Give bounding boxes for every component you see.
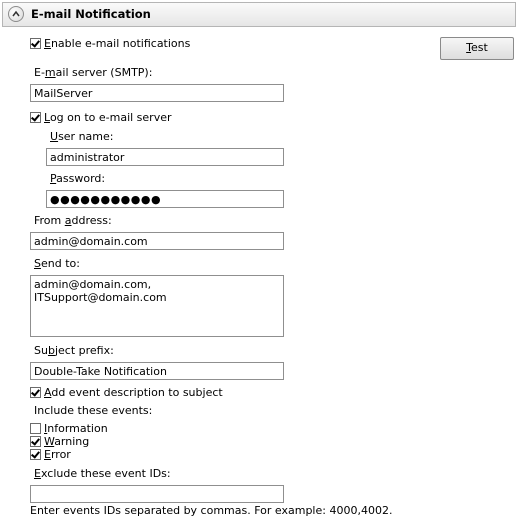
subject-prefix-label: Subject prefix: bbox=[34, 344, 114, 357]
include-events-label: Include these events: bbox=[34, 404, 153, 417]
error-label[interactable]: Error bbox=[44, 448, 71, 461]
add-event-description-label[interactable]: Add event description to subject bbox=[44, 386, 223, 399]
exclude-event-ids-field[interactable] bbox=[30, 485, 284, 503]
from-address-label: From address: bbox=[34, 214, 112, 227]
logon-label[interactable]: Log on to e-mail server bbox=[44, 111, 172, 124]
warning-checkbox[interactable] bbox=[30, 436, 41, 447]
smtp-server-label: E-mail server (SMTP): bbox=[34, 66, 153, 79]
collapse-button[interactable] bbox=[8, 6, 24, 22]
error-checkbox[interactable] bbox=[30, 449, 41, 460]
exclude-event-ids-label: Exclude these event IDs: bbox=[34, 467, 171, 480]
enable-notifications-checkbox[interactable] bbox=[30, 38, 41, 49]
username-field[interactable]: administrator bbox=[46, 148, 284, 166]
logon-checkbox[interactable] bbox=[30, 112, 41, 123]
send-to-field[interactable]: admin@domain.com, ITSupport@domain.com bbox=[30, 275, 284, 337]
password-field[interactable]: ●●●●●●●●●●● bbox=[46, 190, 284, 208]
warning-label[interactable]: Warning bbox=[44, 435, 90, 448]
test-button[interactable]: Test bbox=[440, 37, 514, 60]
add-event-description-checkbox[interactable] bbox=[30, 387, 41, 398]
enable-notifications-label[interactable]: Enable e-mail notifications bbox=[44, 37, 191, 50]
help-text: Enter events IDs separated by commas. For example: 4000,4002. bbox=[30, 504, 393, 517]
username-label: User name: bbox=[50, 130, 114, 143]
information-checkbox[interactable] bbox=[30, 423, 41, 434]
password-label: Password: bbox=[50, 172, 106, 185]
section-title: E-mail Notification bbox=[31, 7, 151, 21]
from-address-field[interactable]: admin@domain.com bbox=[30, 232, 284, 250]
section-header bbox=[2, 2, 516, 27]
information-label[interactable]: Information bbox=[44, 422, 108, 435]
smtp-server-field[interactable]: MailServer bbox=[30, 84, 284, 102]
send-to-label: Send to: bbox=[34, 257, 80, 270]
chevron-up-icon bbox=[12, 10, 20, 18]
subject-prefix-field[interactable]: Double-Take Notification bbox=[30, 362, 284, 380]
